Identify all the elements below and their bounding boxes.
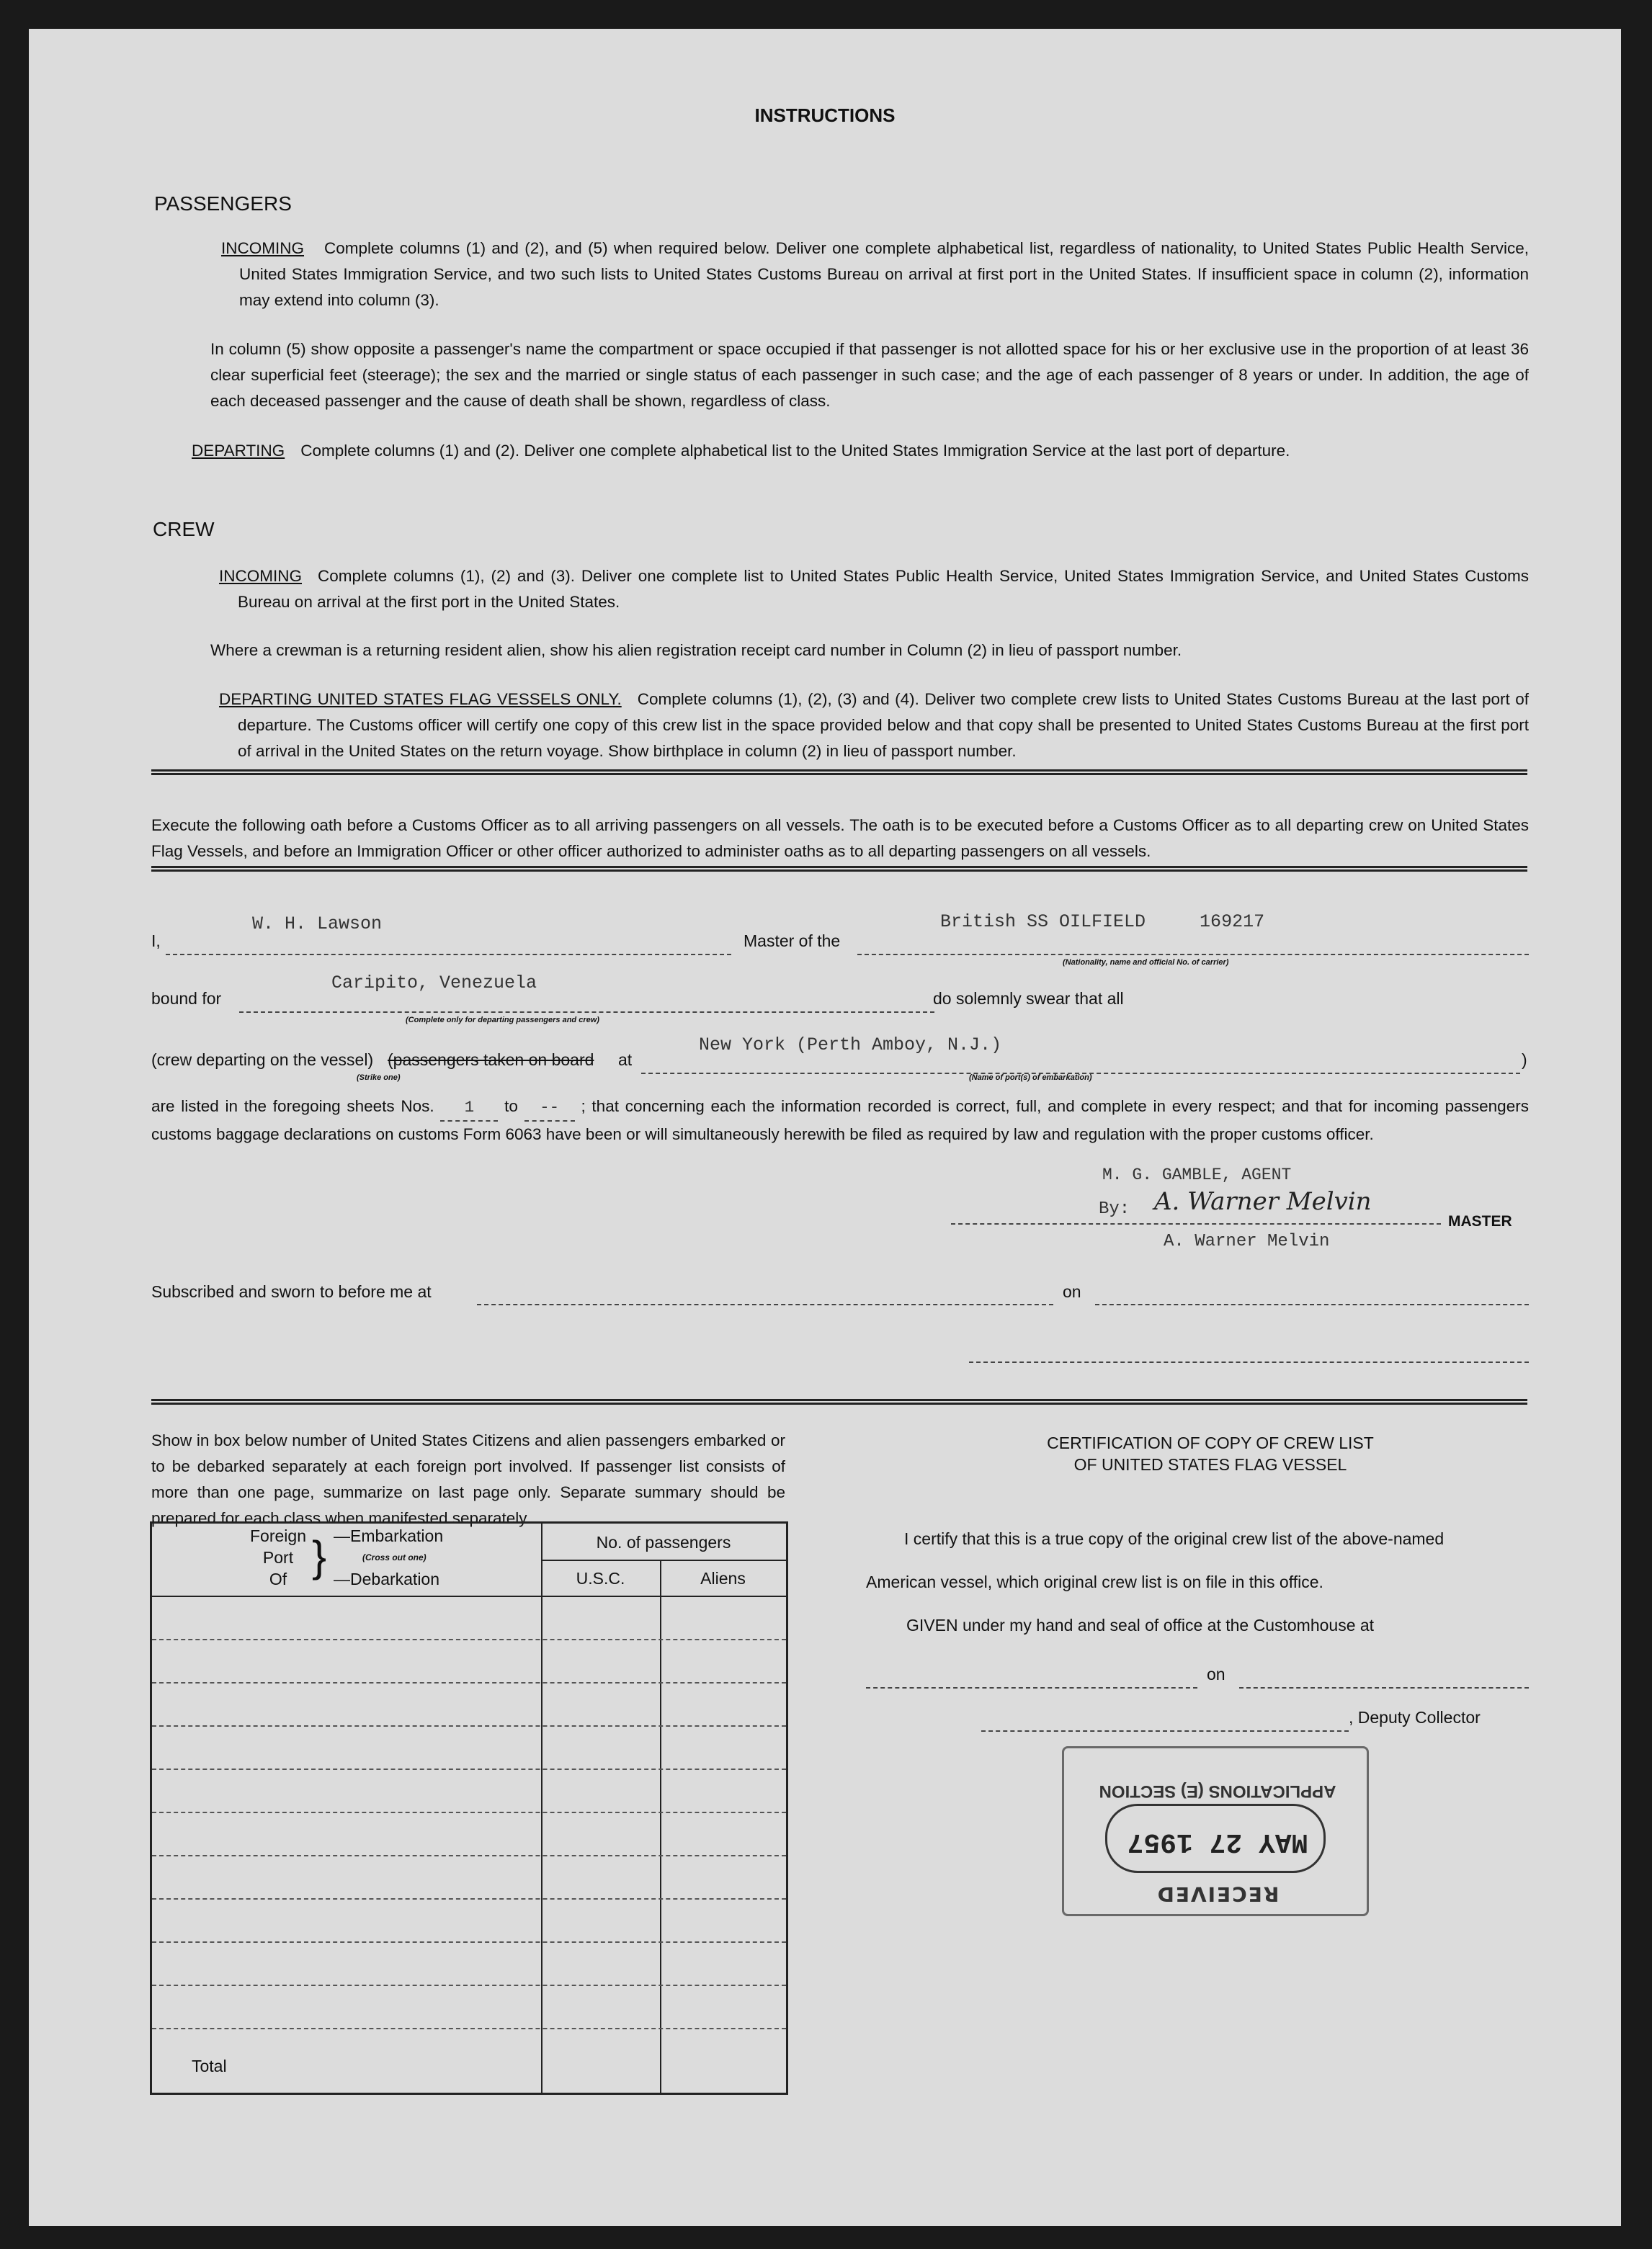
header-of: Of: [269, 1570, 287, 1588]
destination-line: [239, 996, 934, 1013]
crew-departing: [219, 687, 1529, 764]
listed-text: ; that concerning each the information recorded is correct, full, and complete in every respect; and that for incoming passengers customs baggage declarations on customs Form 6063 have been or will simultaneously herewith be filed as required by law and regulation with the proper customs officer.: [151, 1097, 1529, 1143]
deputy-signature-line: [981, 1714, 1349, 1732]
table-header-line: [152, 1596, 786, 1597]
oath-intro: Execute the following oath before a Customs Officer as to all arriving passengers on all vessels. The oath is to be executed before a Customs Officer as to all departing crew on United States Flag Vessels, and before an Immigration Officer or other officer authorized to administer oaths as to all departing passengers on all vessels.: [151, 816, 1529, 860]
document-sheet: [29, 29, 1621, 2226]
vessel-name: British SS OILFIELD 169217: [940, 911, 1265, 932]
passengers-option-struck: (passengers taken on board: [388, 1050, 594, 1069]
vessel-caption: (Nationality, name and official No. of carrier): [1063, 958, 1229, 967]
certification-on-label: on: [1207, 1665, 1225, 1684]
table-row: [152, 1898, 786, 1900]
master-name: W. H. Lawson: [252, 913, 383, 934]
table-subheader-line: [541, 1560, 786, 1561]
close-paren: ): [1522, 1050, 1527, 1069]
certification-line2: American vessel, which original crew list is on file in this office.: [866, 1573, 1323, 1591]
at-label: at: [618, 1050, 633, 1069]
received-stamp: [1066, 1751, 1369, 1916]
page-title: INSTRUCTIONS: [754, 104, 896, 126]
listed-paragraph: [151, 1094, 1529, 1148]
divider: [151, 769, 1527, 775]
master-of-label: Master of the: [744, 931, 841, 950]
stamp-line1: APPLICATIONS: [1208, 1781, 1336, 1801]
by-label: By:: [1099, 1199, 1130, 1219]
certification-title-line1: CERTIFICATION OF COPY OF CREW LIST: [1047, 1434, 1374, 1452]
brace-icon: }: [312, 1532, 327, 1580]
header-embarkation: —Embarkation: [334, 1526, 444, 1545]
divider: [151, 1399, 1527, 1405]
header-cross-out: (Cross out one): [362, 1552, 427, 1562]
crew-incoming-label: INCOMING: [219, 567, 302, 585]
passengers-heading: PASSENGERS: [154, 192, 292, 215]
passengers-departing-label: DEPARTING: [192, 442, 285, 460]
deputy-collector-label: , Deputy Collector: [1349, 1708, 1481, 1727]
divider: [151, 866, 1527, 872]
table-row: [152, 1985, 786, 1986]
header-usc: U.S.C.: [576, 1569, 625, 1588]
port-line: [641, 1057, 1520, 1074]
passengers-incoming-label: INCOMING: [221, 239, 304, 257]
official-signature-line: [969, 1347, 1529, 1363]
header-aliens: Aliens: [700, 1569, 746, 1588]
stamp-section: [1073, 1781, 1362, 1801]
certification-line1: I certify that this is a true copy of the original crew list of the above-named: [904, 1529, 1445, 1548]
passengers-column5: In column (5) show opposite a passenger's name the compartment or space occupied if that passenger is not allotted space for his or her exclusive use in the proportion of at least 36 clear superficial feet (steerage); the sex and the married or single status of each passenger in such case; and the age of each passenger of 8 years or under. In addition, the age of each deceased passenger and the cause of death shall be shown, regardless of class.: [210, 340, 1529, 410]
passengers-incoming-text: Complete columns (1) and (2), and (5) when required below. Deliver one complete alphabetical list, regardless of nationality, to United States Public Health Service, United States Immigration Service, and two such lists to United States Customs Bureau on arrival at first port in the United States. If insufficient space in column (2), information may extend into column (3).: [239, 239, 1529, 309]
subscribed-date-line: [1095, 1289, 1529, 1305]
stamp-received: RECEIVED: [1156, 1882, 1280, 1906]
subscribed-on-label: on: [1063, 1282, 1081, 1301]
crew-incoming-text: Complete columns (1), (2) and (3). Deliver one complete list to United States Public Health Service, United States Immigration Service, and United States Customs Bureau on arrival at the first port in the United States.: [238, 567, 1529, 611]
crew-departing-label: DEPARTING UNITED STATES FLAG VESSELS ONLY.: [219, 690, 622, 708]
port-name: New York (Perth Amboy, N.J.): [699, 1034, 1002, 1055]
certification-title-line2: OF UNITED STATES FLAG VESSEL: [1073, 1455, 1347, 1474]
passengers-departing: [192, 438, 1532, 464]
passenger-summary-table: [150, 1521, 788, 2095]
crew-incoming: [219, 563, 1529, 615]
crew-resident: Where a crewman is a returning resident alien, show his alien registration receipt card number in Column (2) in lieu of passport number.: [210, 641, 1182, 659]
strike-caption: (Strike one): [357, 1073, 401, 1082]
total-label: Total: [192, 2057, 227, 2075]
table-row: [152, 1941, 786, 1943]
certification-title: [951, 1430, 1470, 1477]
destination-caption: (Complete only for departing passengers and crew): [406, 1016, 599, 1024]
header-foreign-port-of: [246, 1525, 311, 1590]
crew-departing-text: Complete columns (1), (2), (3) and (4). Deliver two complete crew lists to United States Customs Bureau at the last port of departure. The Customs officer will certify one copy of this crew list in the space provided below and that copy shall be presented to United States Customs Bureau at the first port of arrival in the United States on the return voyage. Show birthplace in column (2) in lieu of passport number.: [238, 690, 1529, 760]
table-row: [152, 1639, 786, 1640]
passengers-incoming: [221, 236, 1529, 313]
table-row: [152, 1855, 786, 1856]
master-label: MASTER: [1448, 1213, 1512, 1230]
stamp-date: MAY 27 1957: [1127, 1826, 1308, 1857]
header-debarkation: —Debarkation: [334, 1570, 440, 1588]
crew-departing-option: (crew departing on the vessel): [151, 1050, 374, 1069]
oath-i-label: I,: [151, 931, 161, 950]
port-caption: (Name of port(s) of embarkation): [969, 1073, 1092, 1082]
master-signature: A. Warner Melvin: [1154, 1187, 1372, 1216]
listed-label: are listed in the foregoing sheets Nos.: [151, 1097, 434, 1115]
table-row: [152, 1812, 786, 1813]
certification-date-line: [1239, 1671, 1529, 1689]
sheet-from: 1: [440, 1094, 498, 1122]
table-divider: [541, 1524, 543, 2093]
stamp-line2: (E): [1180, 1781, 1204, 1801]
destination: Caripito, Venezuela: [331, 973, 537, 993]
table-row: [152, 1769, 786, 1770]
summary-instructions: Show in box below number of United States Citizens and alien passengers embarked or to be debarked separately at each foreign port involved. If passenger list consists of more than one page, summarize on last page only. Separate summary should be prepared for each class when manifested separately.: [151, 1431, 785, 1527]
signer-name: A. Warner Melvin: [1164, 1232, 1330, 1251]
subscribed-label: Subscribed and sworn to before me at: [151, 1282, 432, 1301]
table-row: [152, 1682, 786, 1684]
agent-name: M. G. GAMBLE, AGENT: [1102, 1166, 1292, 1184]
passengers-departing-text: Complete columns (1) and (2). Deliver one complete alphabetical list to the United States Immigration Service at the last port of departure.: [300, 442, 1290, 460]
header-port: Port: [262, 1548, 294, 1567]
table-row: [152, 1725, 786, 1727]
swear-label: do solemnly swear that all: [933, 989, 1124, 1008]
vessel-line: [857, 938, 1529, 955]
stamp-line3: SECTION: [1099, 1781, 1177, 1801]
to-label: to: [504, 1097, 518, 1115]
certification-line3: GIVEN under my hand and seal of office at the Customhouse at: [906, 1616, 1375, 1635]
sheet-to: --: [524, 1094, 575, 1122]
table-row: [152, 2028, 786, 2029]
subscribed-place-line: [477, 1289, 1053, 1305]
bound-for-label: bound for: [151, 989, 222, 1008]
header-foreign: Foreign: [250, 1526, 306, 1545]
crew-heading: CREW: [153, 518, 215, 540]
master-name-line: [166, 938, 731, 955]
customhouse-line: [866, 1671, 1197, 1689]
header-no-passengers: No. of passengers: [596, 1533, 731, 1552]
